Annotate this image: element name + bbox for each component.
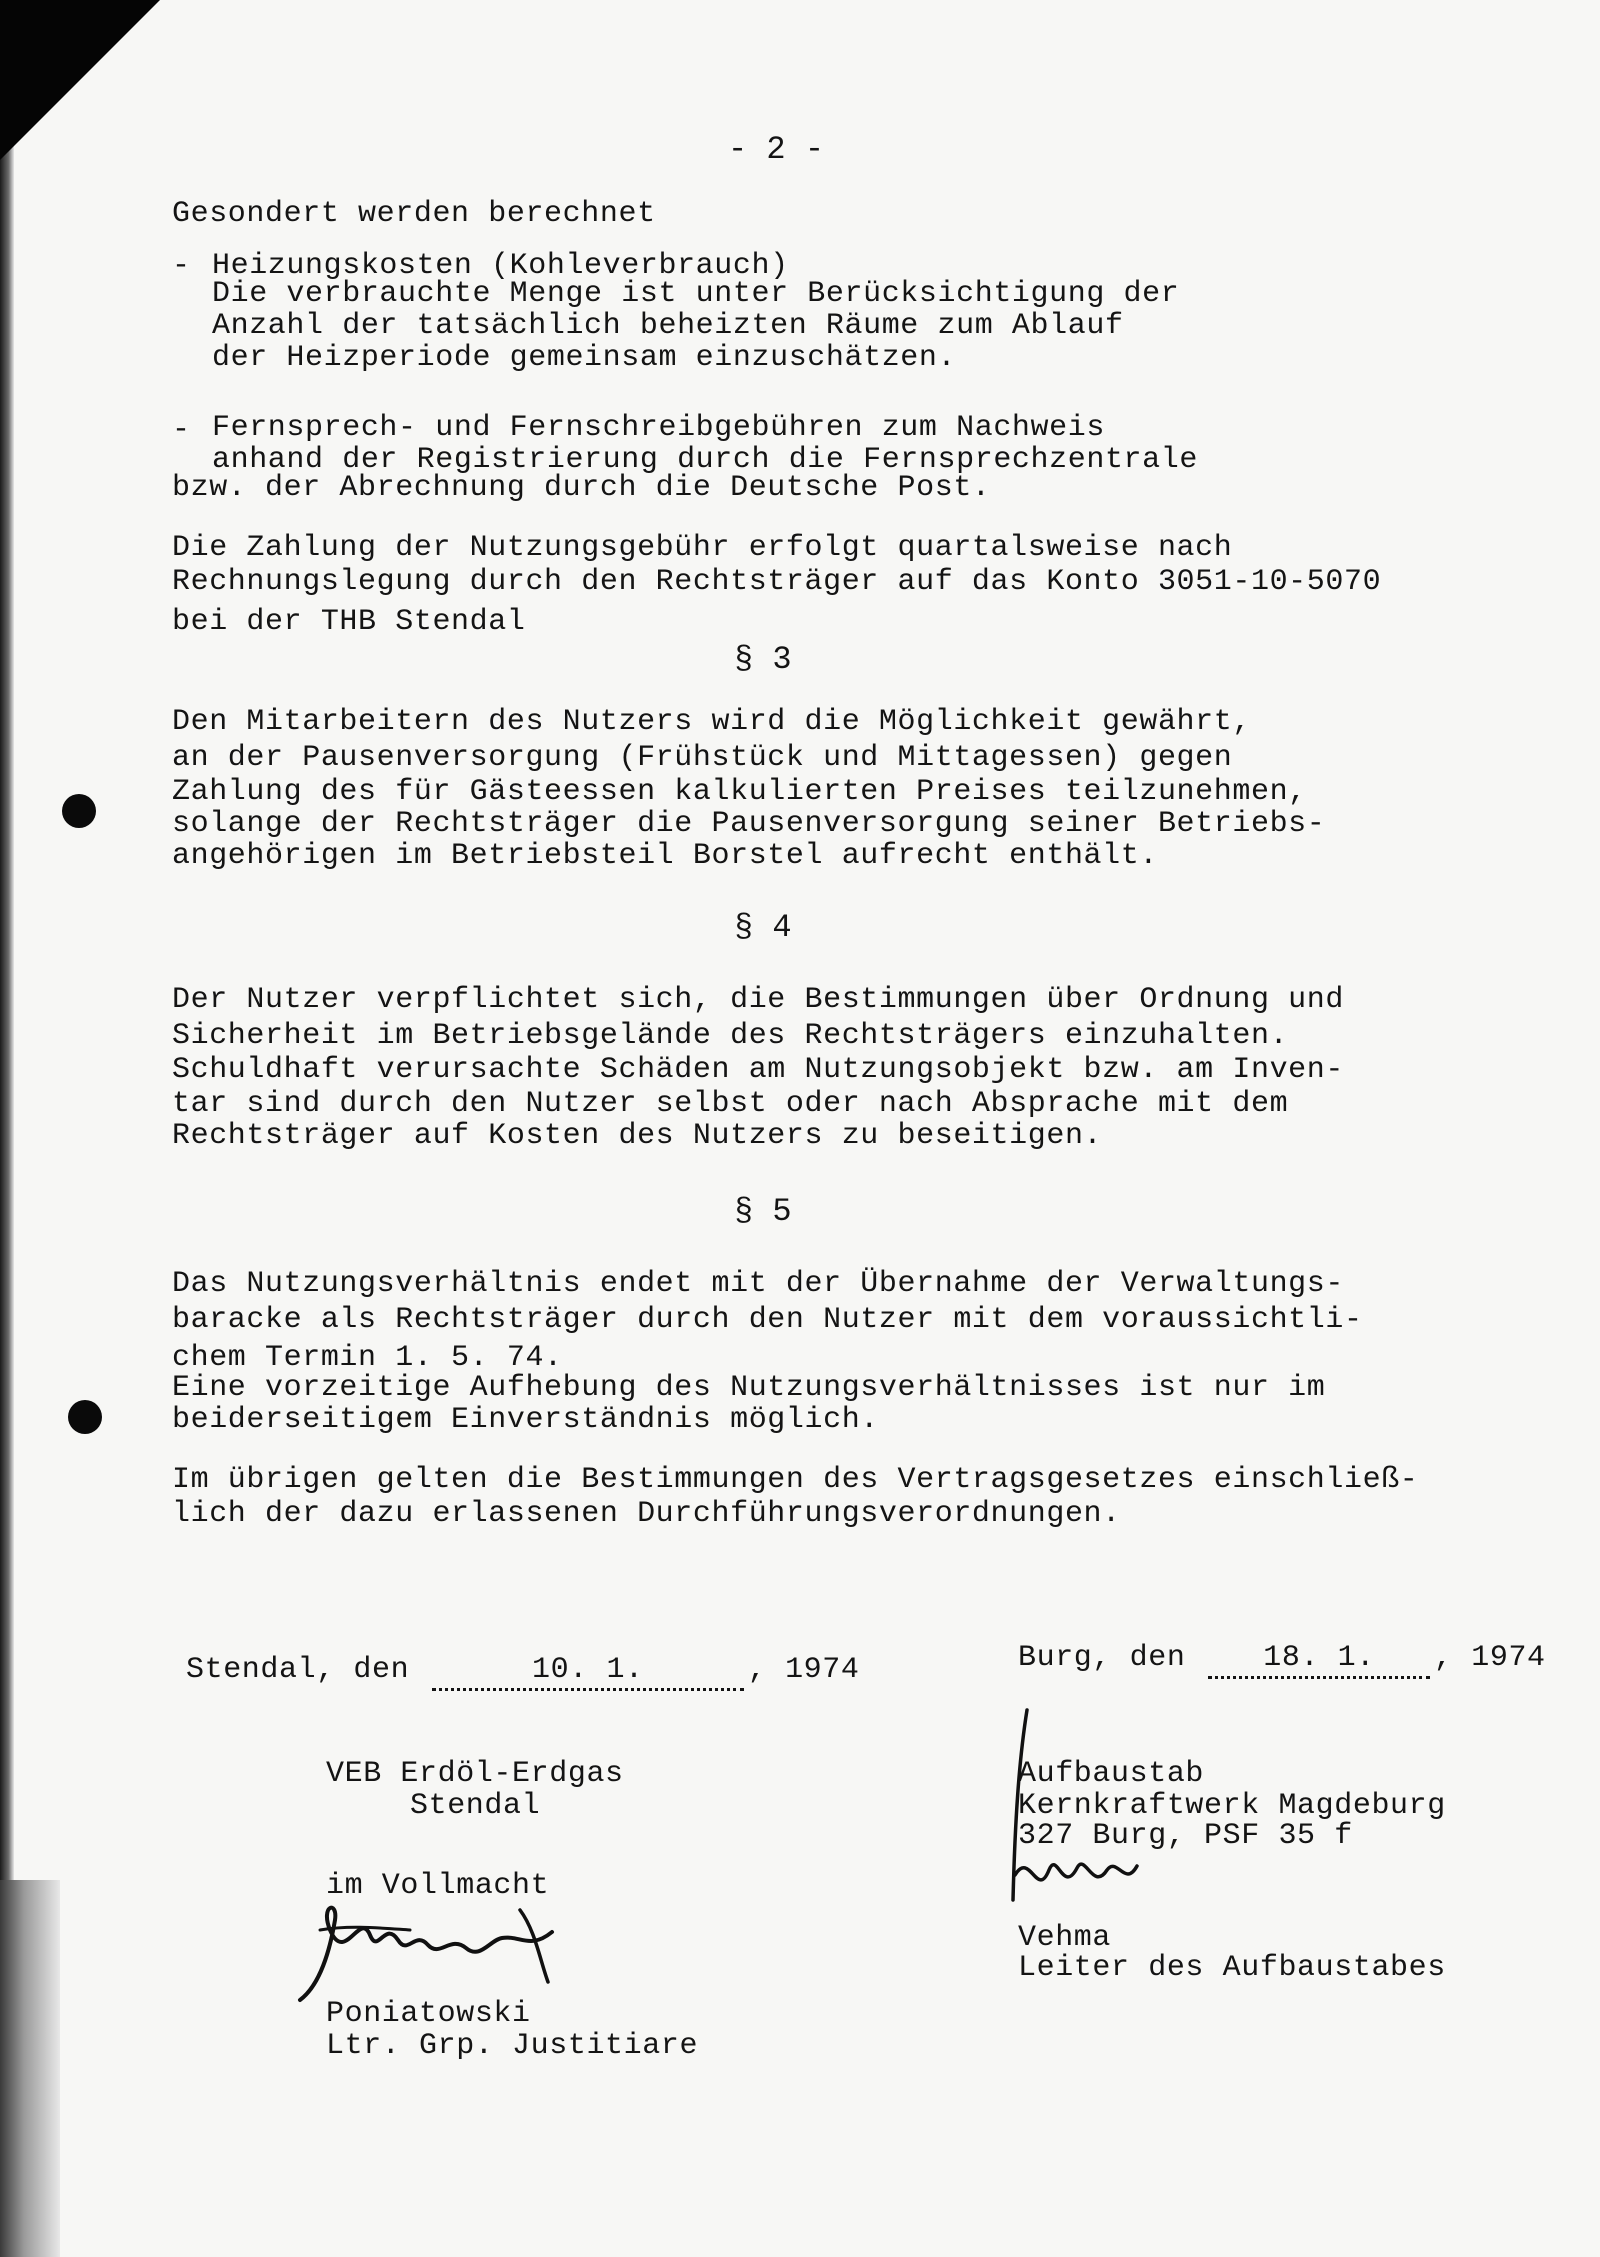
payment-line: Rechnungslegung durch den Rechtsträger auf das Konto 3051-10-5070 [172,565,1382,599]
heating-line: Anzahl der tatsächlich beheizten Räume zum Ablauf [212,309,1124,343]
right-signer-name: Vehma [1018,1921,1112,1955]
closing-line: lich der dazu erlassenen Durchführungsverordnungen. [172,1497,1121,1531]
section-3-line: Zahlung des für Gästeessen kalkulierten Preises teilzunehmen, [172,775,1307,809]
left-date-field [432,1652,744,1691]
heating-title: Heizungskosten (Kohleverbrauch) [212,249,789,283]
section-5-line: beiderseitigem Einverständnis möglich. [172,1403,879,1437]
section-3-line: an der Pausenversorgung (Frühstück und Mittagessen) gegen [172,741,1233,775]
heating-bullet: - [172,249,191,283]
section-4-line: Sicherheit im Betriebsgelände des Rechtsträgers einzuhalten. [172,1019,1289,1053]
telephone-line: Fernsprech- und Fernschreibgebühren zum Nachweis [212,411,1105,445]
section-4-line: tar sind durch den Nutzer selbst oder nach Absprache mit dem [172,1087,1289,1121]
section-3-heading: § 3 [734,641,792,678]
scan-corner-shadow [0,0,160,160]
telephone-bullet: - [172,413,191,447]
right-date-line [1018,1640,1546,1679]
telephone-line: bzw. der Abrechnung durch die Deutsche Post. [172,471,991,505]
heating-line: der Heizperiode gemeinsam einzuschätzen. [212,341,957,375]
left-org-name: VEB Erdöl-Erdgas [326,1757,624,1791]
section-5-line: Eine vorzeitige Aufhebung des Nutzungsverhältnisses ist nur im [172,1371,1326,1405]
left-org-city: Stendal [410,1789,541,1823]
right-org-detail: Kernkraftwerk Magdeburg [1018,1789,1446,1823]
page-number: - 2 - [728,131,825,168]
left-signer-name: Poniatowski [326,1997,531,2031]
heating-line: Die verbrauchte Menge ist unter Berücksichtigung der [212,277,1180,311]
section-4-line: Schuldhaft verursachte Schäden am Nutzungsobjekt bzw. am Inven- [172,1053,1344,1087]
right-org-name: Aufbaustab [1018,1757,1205,1791]
right-date-field [1208,1640,1430,1679]
right-signer-title: Leiter des Aufbaustabes [1018,1951,1446,1985]
left-year: , 1974 [747,1653,860,1687]
left-proxy-note: im Vollmacht [326,1869,550,1903]
right-year: , 1974 [1434,1641,1546,1675]
left-signer-title: Ltr. Grp. Justitiare [326,2029,699,2063]
section-4-line: Der Nutzer verpflichtet sich, die Bestimmungen über Ordnung und [172,983,1344,1017]
left-handwritten-signature [290,1890,580,2010]
section-5-line: baracke als Rechtsträger durch den Nutzer mit dem voraussichtli- [172,1303,1363,1337]
scan-paper-strip [0,1880,60,2257]
payment-line: Die Zahlung der Nutzungsgebühr erfolgt quartalsweise nach [172,531,1233,565]
section-4-line: Rechtsträger auf Kosten des Nutzers zu beseitigen. [172,1119,1103,1153]
right-org-address: 327 Burg, PSF 35 f [1018,1819,1353,1853]
right-date: 18. 1. [1263,1641,1375,1675]
right-place: Burg, den [1018,1641,1186,1675]
telephone-line: anhand der Registrierung durch die Fernsprechzentrale [212,443,1198,477]
section-3-line: solange der Rechtsträger die Pausenversorgung seiner Betriebs- [172,807,1326,841]
left-date-line [186,1652,859,1691]
payment-line: bei der THB Stendal [172,605,526,639]
section-4-heading: § 4 [734,909,792,946]
intro-text: Gesondert werden berechnet [172,197,656,231]
left-place: Stendal, den [186,1653,410,1687]
closing-line: Im übrigen gelten die Bestimmungen des Vertragsgesetzes einschließ- [172,1463,1419,1497]
left-date: 10. 1. [532,1653,644,1687]
section-5-line: Das Nutzungsverhältnis endet mit der Übernahme der Verwaltungs- [172,1267,1344,1301]
section-3-line: Den Mitarbeitern des Nutzers wird die Möglichkeit gewährt, [172,705,1251,739]
punch-hole-icon [62,794,96,828]
section-5-line: chem Termin 1. 5. 74. [172,1341,563,1375]
punch-hole-icon [68,1400,102,1434]
right-handwritten-signature [985,1700,1165,1920]
section-5-heading: § 5 [734,1193,792,1230]
section-3-line: angehörigen im Betriebsteil Borstel aufrecht enthält. [172,839,1158,873]
